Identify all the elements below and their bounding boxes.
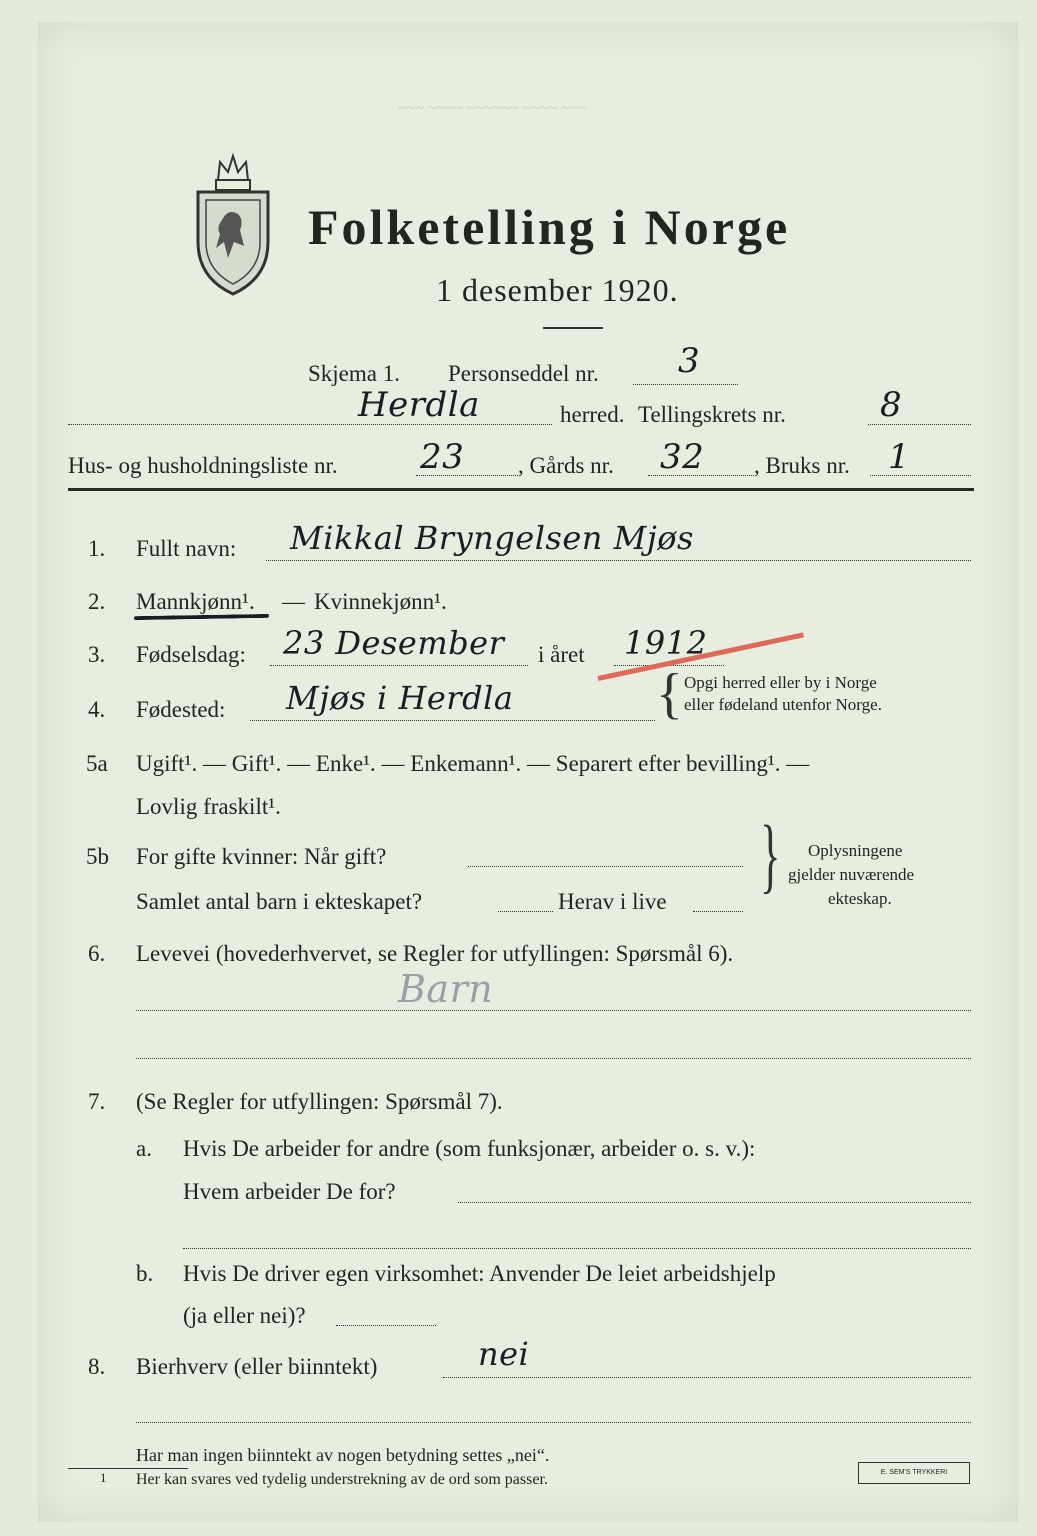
q5b-alive-label: Herav i live [558, 889, 667, 914]
side-income-value: nei [478, 1335, 530, 1373]
occupation-value: Barn [398, 967, 494, 1011]
census-form [38, 22, 1018, 1522]
q7-number: 7. [88, 1089, 106, 1114]
q2-separator: — [282, 589, 305, 614]
q3-year-label: i året [538, 642, 585, 667]
footnote-rule [68, 1468, 188, 1469]
coat-of-arms-icon [188, 150, 278, 298]
q8-line [443, 1377, 971, 1378]
q3-label: Fødselsdag: [136, 642, 246, 667]
q1-number: 1. [88, 536, 106, 561]
q2-number: 2. [88, 589, 106, 614]
q7-label: (Se Regler for utfyllingen: Spørsmål 7). [136, 1089, 503, 1114]
q5b-note-line2: gjelder nuværende [788, 865, 915, 884]
q2-female: Kvinnekjønn¹. [314, 589, 447, 614]
q5b-line1: For gifte kvinner: Når gift? [136, 844, 387, 869]
bleed-through-text: ~~~ ~~~~ ~~~~~~ ~~~~ ~~~ [398, 100, 588, 117]
q7a-line [458, 1202, 971, 1203]
q5b-children-line [498, 911, 553, 912]
birth-year-value: 1912 [624, 624, 708, 662]
form-title: Folketelling i Norge [308, 199, 791, 255]
q7b-letter: b. [136, 1261, 154, 1286]
gards-value: 32 [660, 437, 705, 477]
schema-label: Skjema 1. [308, 361, 400, 386]
q6-line1 [136, 1010, 971, 1011]
q7b-line2: (ja eller nei)? [183, 1303, 306, 1328]
q2-male: Mannkjønn¹. [136, 589, 255, 614]
footer-note: Har man ingen biinntekt av nogen betydning settes „nei“. [136, 1445, 550, 1465]
bruks-line [870, 475, 971, 476]
q5b-note-line3: ekteskap. [828, 889, 892, 908]
q4-line [250, 720, 655, 721]
q8-number: 8. [88, 1354, 106, 1379]
tellingskrets-value: 8 [880, 385, 903, 425]
herred-value: Herdla [358, 385, 480, 425]
full-name-value: Mikkal Bryngelsen Mjøs [290, 519, 694, 557]
q1-label: Fullt navn: [136, 536, 237, 561]
bruks-label: , Bruks nr. [754, 453, 850, 478]
q5b-married-line [468, 866, 743, 867]
q7b-line [336, 1325, 436, 1326]
form-date: 1 desember 1920. [436, 272, 679, 308]
q3-date-line [270, 665, 528, 666]
header-divider [68, 488, 974, 491]
male-underline [134, 614, 269, 620]
q3-number: 3. [88, 642, 106, 667]
bruks-value: 1 [888, 437, 911, 477]
birth-date-value: 23 Desember [283, 624, 505, 662]
personseddel-value: 3 [678, 341, 701, 381]
title-rule [543, 327, 603, 329]
herred-label: herred. [560, 402, 625, 427]
q5b-alive-line [693, 911, 743, 912]
q5b-brace: } [760, 809, 781, 902]
q4-note-line1: Opgi herred eller by i Norge [684, 673, 877, 692]
q4-number: 4. [88, 697, 106, 722]
q7b-line1: Hvis De driver egen virksomhet: Anvender De leiet arbeidshjelp [183, 1261, 776, 1286]
q6-line2 [136, 1058, 971, 1059]
tellingskrets-label: Tellingskrets nr. [638, 402, 786, 427]
footnote-text: Her kan svares ved tydelig understrekning av de ord som passer. [136, 1471, 548, 1488]
q5a-number: 5a [86, 751, 108, 776]
q7a-line2: Hvem arbeider De for? [183, 1179, 396, 1204]
hus-value: 23 [420, 437, 465, 477]
q7a-letter: a. [136, 1136, 152, 1161]
q5a-line2: Lovlig fraskilt¹. [136, 794, 281, 819]
q4-label: Fødested: [136, 697, 226, 722]
q5b-note-line1: Oplysningene [808, 841, 903, 860]
q7a-line1: Hvis De arbeider for andre (som funksjonær, arbeider o. s. v.): [183, 1136, 756, 1161]
birth-place-value: Mjøs i Herdla [286, 679, 514, 717]
printer-stamp: E. SEM'S TRYKKERI [858, 1462, 970, 1484]
q5a-line1: Ugift¹. — Gift¹. — Enke¹. — Enkemann¹. — Separert efter bevilling¹. — [136, 751, 810, 776]
q8-line2 [136, 1422, 971, 1423]
q4-note-line2: eller fødeland utenfor Norge. [684, 695, 882, 714]
personseddel-line [633, 384, 738, 385]
q1-line [266, 560, 971, 561]
q6-label: Levevei (hovederhvervet, se Regler for utfyllingen: Spørsmål 6). [136, 941, 734, 966]
q7a-extra-line [183, 1248, 971, 1249]
personseddel-label: Personseddel nr. [448, 361, 599, 386]
q4-brace: { [656, 663, 683, 725]
hus-label: Hus- og husholdningsliste nr. [68, 453, 338, 478]
gards-label: , Gårds nr. [518, 453, 614, 478]
q8-label: Bierhverv (eller biinntekt) [136, 1354, 378, 1379]
footnote-mark: 1 [100, 1470, 107, 1485]
q5b-children-label: Samlet antal barn i ekteskapet? [136, 889, 423, 914]
q6-number: 6. [88, 941, 106, 966]
q5b-number: 5b [86, 844, 109, 869]
